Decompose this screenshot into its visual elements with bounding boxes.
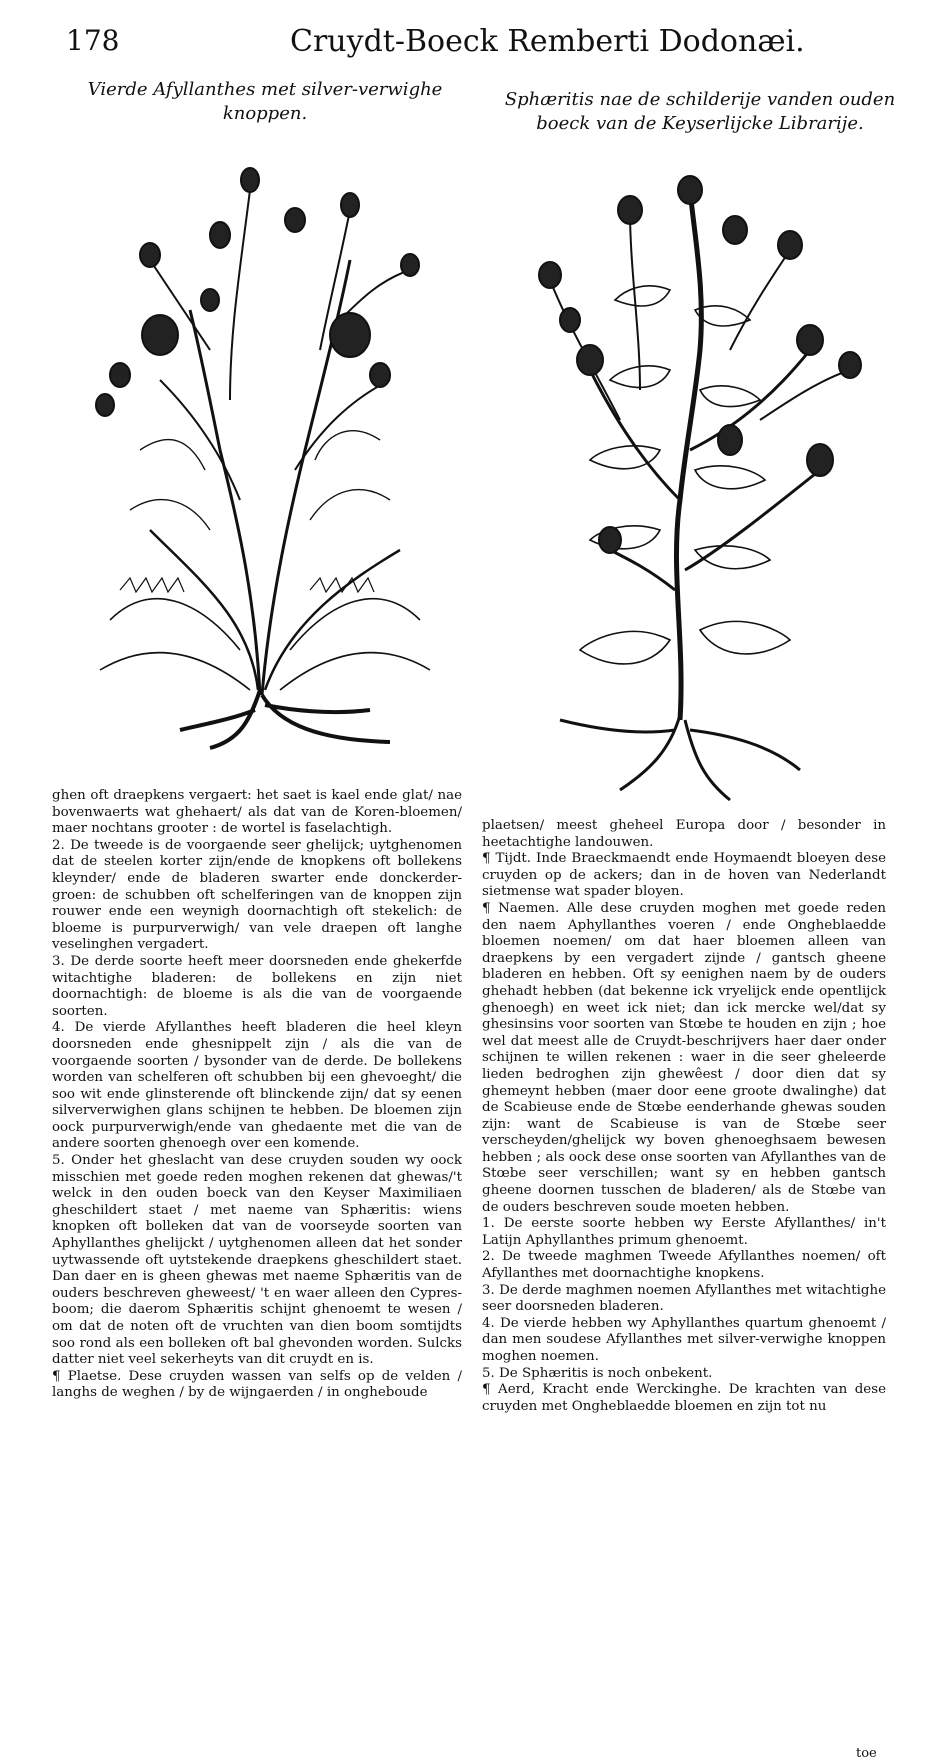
right-text-column: [482, 818, 886, 1415]
paragraph: plaetsen/ meest gheheel Europa door / besonder in heetachtighe landouwen.: [482, 818, 886, 850]
page-number: 178: [66, 24, 120, 57]
paragraph: 1. De eerste soorte hebben wy Eerste Afyllanthes/ in't Latijn Aphyllanthes primum ghenoemt.: [482, 1216, 886, 1248]
thistle-plant-woodcut-icon: [90, 150, 440, 765]
caption-left: Vierde Afyllanthes met silver-verwighe knoppen.: [87, 79, 443, 124]
caption-right: Sphæritis nae de schilderije vanden ouden boeck van de Keyserlijcke Librarije.: [504, 89, 896, 134]
paragraph: 5. De Sphæritis is noch onbekent.: [482, 1365, 713, 1381]
paragraph: ¶ Aerd, Kracht ende Werckinghe. De krachten van dese cruyden met Ongheblaedde bloemen en zijn tot nu: [482, 1382, 886, 1414]
paragraph: 4. De vierde Afyllanthes heeft bladeren die heel kleyn doorsneden ende ghesnippelt zijn / als die van de voorgaende soorten / bysonder van de derde. De bollekens worden van schelferen oft schubben bij een ghevoeght/ die soo wit ende glinsterende oft blinckende zijn/ dat sy eenen silververwighen glans schijnen te hebben. De bloemen zijn oock purpurverwigh/ende van ghedaente met die van de andere soorten ghenoegh over een komende.: [52, 1020, 462, 1152]
left-text-column: [52, 788, 462, 1402]
running-title: Cruydt-Boeck Remberti Dodonæi.: [290, 24, 805, 59]
paragraph: ¶ Naemen. Alle dese cruyden moghen met goede reden den naem Aphyllanthes voeren / ende Ongheblaedde bloemen noemen/ om dat haer bloemen alleen van draepkens by een vergadert zijnde / gantsch gheene bladeren en hebben. Oft sy eenighen naem by de ouders ghehadt hebben (dat bekenne ick vryelijck ende opentlijck ghenoegh) en weet ick niet; dan ick mercke wel/dat sy ghesinsins voor soorten van Stœbe te houden en zijn ; hoe wel dat meest alle de Cruydt-beschrijvers haer daer onder schijnen te willen rekenen : waer in die seer gheleerde lieden bedroghen zijn ghewêest / door dien dat sy ghemeynt hebben (maer door eene groote dwalinghe) dat de Scabieuse ende de Stœbe eenderhande ghewas souden zijn: want de Scabieuse is van de Stœbe seer verscheyden/ghelijck wy boven ghenoeghsaem bewesen hebben ; als oock dese onse soorten van Afyllanthes van de Stœbe seer verschillen; want sy en hebben gantsch gheene doornen tusschen de bladeren/ als de Stœbe van de ouders beschreven soude moeten hebben.: [482, 900, 886, 1215]
page-header: [60, 18, 910, 58]
paragraph: ¶ Tijdt. Inde Braeckmaendt ende Hoymaendt bloeyen dese cruyden op de ackers; dan in de hoven van Nederlandt sietmense wat spader bloyen.: [482, 851, 886, 900]
paragraph: 3. De derde soorte heeft meer doorsneden ende ghekerfde witachtighe bladeren: de bollekens en zijn niet doornachtigh: de bloeme is als die van de voorgaende soorten.: [52, 953, 462, 1019]
catchword: toe: [856, 1746, 877, 1761]
sphaeritis-plant-woodcut-icon: [520, 170, 880, 810]
paragraph: ghen oft draepkens vergaert: het saet is kael ende glat/ nae bovenwaerts wat ghehaert/ als dat van de Koren-bloemen/ maer nochtans grooter : de wortel is faselachtigh.: [52, 788, 462, 837]
paragraph: 2. De tweede maghmen Tweede Afyllanthes noemen/ oft Afyllanthes met doornachtighe knopkens.: [482, 1249, 886, 1282]
paragraph: ¶ Plaetse. Dese cruyden wassen van selfs op de velden / langhs de weghen / by de wijngaerden / in ongheboude: [52, 1368, 462, 1401]
paragraph: 4. De vierde hebben wy Aphyllanthes quartum ghenoemt / dan men soudese Afyllanthes met silver-verwighe knoppen moghen noemen.: [482, 1315, 886, 1364]
paragraph: 3. De derde maghmen noemen Afyllanthes met witachtighe seer doorsneden bladeren.: [482, 1282, 886, 1315]
paragraph: 2. De tweede is de voorgaende seer ghelijck; uytghenomen dat de steelen korter zijn/ende de knopkens oft bollekens kleynder/ ende de bladeren swarter ende donckerder-groen: de schubben oft schelferingen van de knoppen zijn rouwer ende een weynigh doornachtigh oft stekelich: de bloeme is purpurverwigh/ van vele draepen oft langhe veselinghen vergadert.: [52, 837, 462, 953]
paragraph: 5. Onder het gheslacht van dese cruyden souden wy oock misschien met goede reden moghen rekenen dat ghewas/'t welck in den ouden boeck van den Keyser Maximiliaen gheschildert staet / met naeme van Sphæritis: wiens knopken oft bolleken dat van de voorseyde soorten van Aphyllanthes ghelijckt / uytghenomen alleen dat het sonder uytwassende oft uytstekende draepkens gheschildert staet. Dan daer en is gheen ghewas met naeme Sphæritis van de ouders beschreven gheweest/ 't en waer alleen den Cypres-boom; die daerom Sphæritis schijnt ghenoemt te wesen / om dat de noten oft de vruchten van dien boom somtijdts soo rond als een bolleken oft bal ghevonden worden. Sulcks datter niet veel sekerheyts van dit cruydt en is.: [52, 1153, 462, 1368]
